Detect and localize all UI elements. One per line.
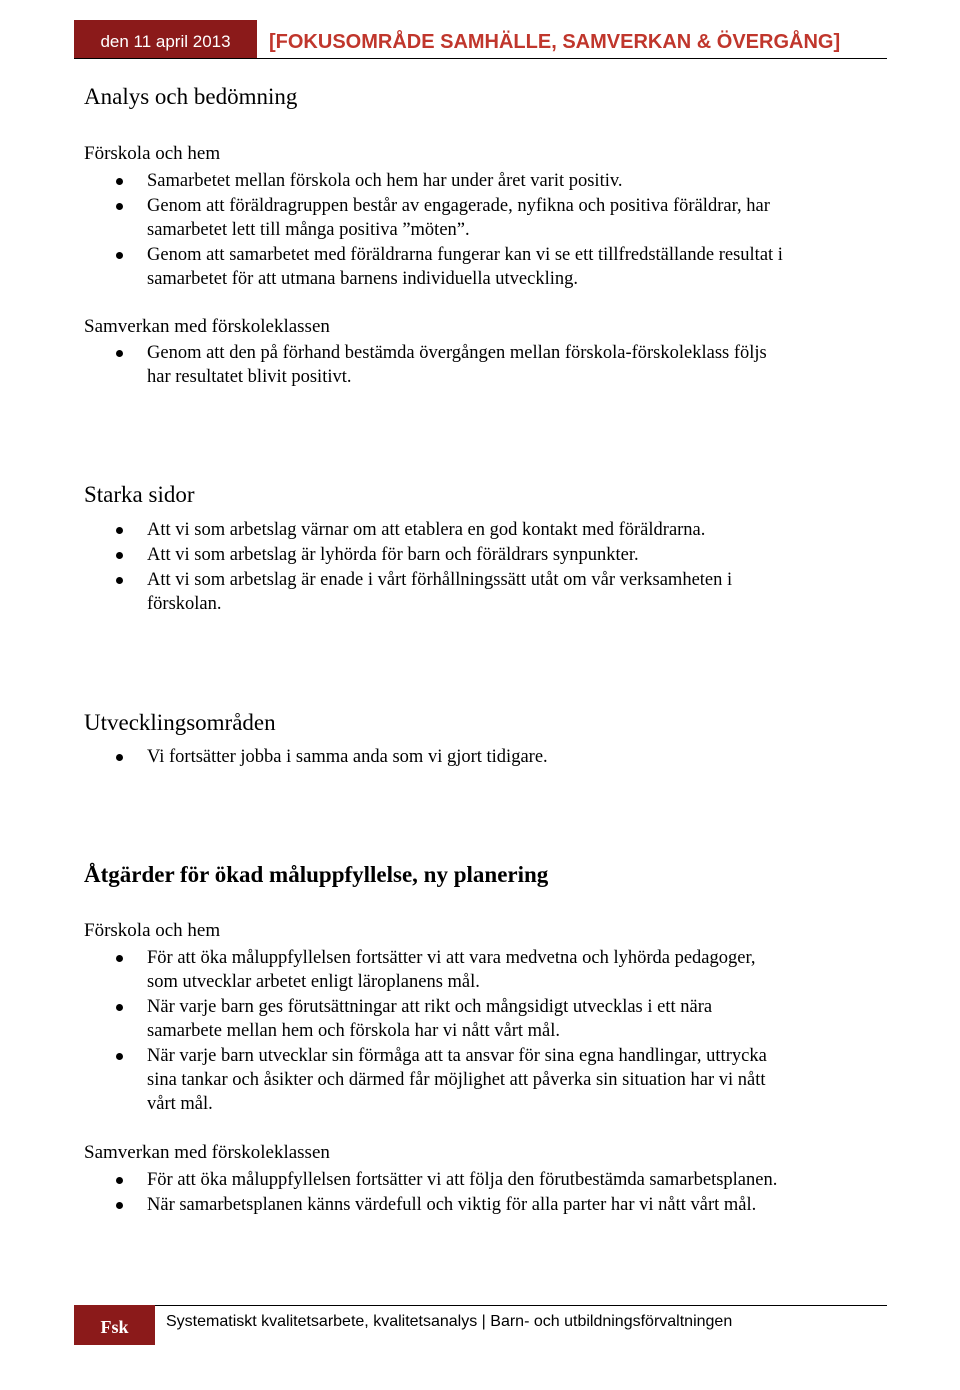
heading-analys: Analys och bedömning (84, 84, 298, 109)
heading-atgarder: Åtgärder för ökad måluppfyllelse, ny planering (84, 862, 549, 887)
list-atgarder-samverkan (0, 1168, 880, 1218)
page-header (74, 20, 887, 59)
footer-badge: Fsk (74, 1305, 155, 1345)
subhead-samverkan-1: Samverkan med förskoleklassen (84, 316, 330, 337)
list-item-line: samarbete mellan hem och förskola har vi nått vårt mål. (147, 1021, 561, 1041)
list-item-line: När varje barn ges förutsättningar att rikt och mångsidigt utvecklas i ett nära (147, 997, 713, 1017)
list-item (0, 518, 880, 542)
list-item-line: Genom att den på förhand bestämda övergången mellan förskola-förskoleklass följs (147, 343, 767, 363)
list-item (0, 995, 880, 1043)
footer-text: Systematiskt kvalitetsarbete, kvalitetsanalys | Barn- och utbildningsförvaltningen (166, 1313, 733, 1330)
list-item-line: Genom att föräldragruppen består av engagerade, nyfikna och positiva föräldrar, har (147, 196, 770, 216)
list-item (0, 1044, 880, 1116)
list-item-line: När varje barn utvecklar sin förmåga att ta ansvar för sina egna handlingar, uttrycka (147, 1046, 767, 1066)
list-item (0, 543, 880, 567)
list-item-line: har resultatet blivit positivt. (147, 367, 352, 387)
list-item (0, 1168, 880, 1192)
list-item (0, 745, 880, 769)
list-analys-samverkan (0, 341, 880, 390)
list-item-line: samarbetet för att utmana barnens individuella utveckling. (147, 269, 579, 289)
subhead-forskola-hem-2: Förskola och hem (84, 920, 221, 941)
list-atgarder-forskola-hem (0, 946, 880, 1117)
list-item-line: samarbetet lett till många positiva ”möten”. (147, 220, 470, 240)
list-item-line: Att vi som arbetslag är lyhörda för barn och föräldrars synpunkter. (147, 545, 639, 565)
subhead-forskola-hem-1: Förskola och hem (84, 143, 221, 164)
header-title: [FOKUSOMRÅDE SAMHÄLLE, SAMVERKAN & ÖVERGÅNG] (269, 31, 841, 53)
list-item-line: Genom att samarbetet med föräldrarna fungerar kan vi se ett tillfredställande resultat i (147, 245, 783, 265)
list-analys-forskola-hem (0, 169, 880, 292)
heading-starka-sidor: Starka sidor (84, 482, 195, 507)
list-item (0, 341, 880, 389)
list-item-line: Att vi som arbetslag värnar om att etablera en god kontakt med föräldrarna. (147, 520, 706, 540)
list-item (0, 1193, 880, 1217)
list-item (0, 946, 880, 994)
list-item-line: För att öka måluppfyllelsen fortsätter vi att följa den förutbestämda samarbetsplanen. (147, 1170, 778, 1190)
list-item-line: förskolan. (147, 594, 222, 614)
list-item (0, 243, 880, 291)
list-item-line: Att vi som arbetslag är enade i vårt förhållningssätt utåt om vår verksamheten i (147, 570, 733, 590)
list-utvecklingsomraden (0, 745, 880, 770)
list-item-line: Samarbetet mellan förskola och hem har under året varit positiv. (147, 171, 623, 191)
header-date: den 11 april 2013 (74, 20, 257, 58)
list-starka-sidor (0, 518, 880, 617)
footer-divider (74, 1305, 887, 1306)
list-item-line: När samarbetsplanen känns värdefull och viktig för alla parter har vi nått vårt mål. (147, 1195, 757, 1215)
list-item-line: För att öka måluppfyllelsen fortsätter vi att vara medvetna och lyhörda pedagoger, (147, 948, 756, 968)
list-item (0, 568, 880, 616)
heading-utvecklingsomraden: Utvecklingsområden (84, 710, 276, 735)
subhead-samverkan-2: Samverkan med förskoleklassen (84, 1142, 330, 1163)
list-item (0, 194, 880, 242)
list-item-line: Vi fortsätter jobba i samma anda som vi gjort tidigare. (147, 747, 548, 767)
list-item-line: vårt mål. (147, 1094, 213, 1114)
list-item-line: sina tankar och åsikter och därmed får möjlighet att påverka sin situation har vi nått (147, 1070, 766, 1090)
list-item (0, 169, 880, 193)
list-item-line: som utvecklar arbetet enligt läroplanens mål. (147, 972, 480, 992)
